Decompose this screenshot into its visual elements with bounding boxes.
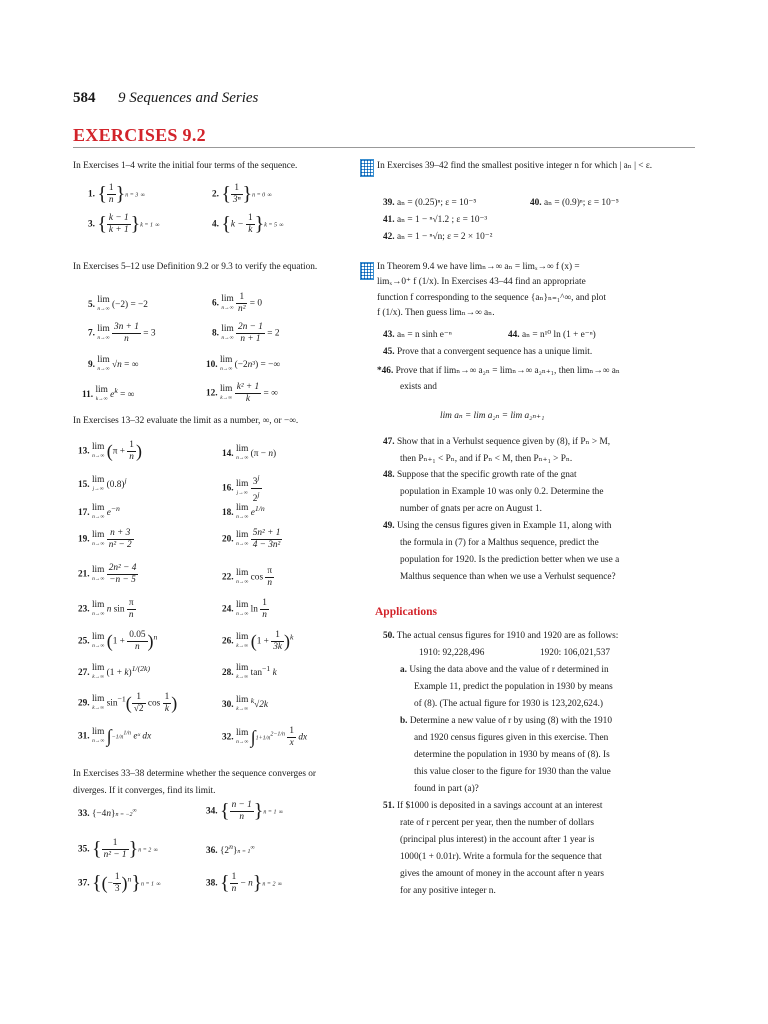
ex-label: 45. [383, 347, 395, 357]
page-number: 584 [73, 90, 96, 106]
exercise-48-line2: population in Example 10 was only 0.2. Determine the [400, 487, 604, 497]
ex-label: 12. [206, 388, 218, 399]
exercise-10: 10. lim n→∞ (−2n³) = −∞ [206, 355, 280, 372]
exercise-22: 22. lim n→∞ cos $\frac{\pi}{n}$ [222, 566, 273, 588]
exercise-15: 15. lim j→∞ $(0.8)^j$ [78, 475, 127, 492]
ex-label: 26. [222, 636, 234, 647]
ex-text: If $1000 is deposited in a savings account at an interest [396, 801, 603, 811]
exercise-41 [383, 214, 487, 225]
exercise-46 [377, 365, 620, 376]
ex-label: 3. [88, 219, 95, 230]
ex-label: 32. [222, 732, 234, 743]
exercise-18: 18. lim n→∞ $e^{1/n}$ [222, 503, 265, 520]
ex-label: 20. [222, 534, 234, 545]
ex-label: 6. [212, 298, 219, 309]
exercise-24: 24. lim n→∞ ln $\frac{1}{n}$ [222, 598, 267, 620]
exercise-7: 7. lim n→∞ $\frac{3n + 1}{n}$ = 3 [88, 322, 156, 344]
ex-label: 19. [78, 534, 90, 545]
ex-text: Using the census figures given in Example 11, along with [396, 521, 612, 531]
exercise-51-line3: (principal plus interest) in the account after 1 year is [400, 835, 595, 845]
exercise-9: 9. lim n→∞ √n = ∞ [88, 355, 139, 372]
ex-label: 42. [383, 232, 395, 242]
intro-33-38: In Exercises 33–38 determine whether the sequence converges or diverges. If it converges, find its limit. [73, 769, 317, 796]
exercise-36: 36. $\{2^n\}n = 1^\infty$ [206, 842, 255, 857]
ex-label: 48. [383, 470, 395, 480]
exercise-26: 26. lim k→∞ (1 + $\frac{1}{3k}$ )$^k$ [222, 630, 294, 652]
ex-label: 25. [78, 636, 90, 647]
exercise-48-line3: number of gnats per acre on August 1. [400, 504, 542, 514]
ex-label: 37. [78, 878, 90, 889]
ex-label: 36. [206, 846, 218, 857]
ex-label: 8. [212, 328, 219, 339]
intro-43-44-line2: limₓ→0⁺ f (1/x). In Exercises 43–44 find an appropriate [377, 277, 586, 287]
ex-label: 40. [530, 198, 542, 208]
exercise-51 [383, 801, 602, 811]
title-rule [73, 147, 695, 148]
ex-label: 4. [212, 219, 219, 230]
exercise-4: 4. {k − $\frac{1}{k}$ }k = 5 ∞ [212, 213, 284, 235]
exercise-50a [400, 665, 609, 675]
exercise-43 [383, 329, 452, 340]
exercise-39 [383, 197, 477, 208]
intro-43-44-line4: f (1/x). Then guess limₙ→∞ aₙ. [377, 308, 495, 318]
ex-text: aₙ = n sinh e⁻ⁿ [396, 330, 452, 340]
ex-text: Prove that a convergent sequence has a unique limit. [396, 347, 593, 357]
exercise-28: 28. lim k→∞ $\tan^{-1} k$ [222, 663, 277, 680]
ex-label: 10. [206, 360, 218, 371]
exercise-44 [508, 329, 596, 340]
ex-text: Using the data above and the value of r determined in [409, 665, 609, 675]
exercise-23: 23. lim n→∞ n sin $\frac{\pi}{n}$ [78, 598, 134, 620]
ex-label: 16. [222, 483, 234, 494]
exercise-50b-line3: determine the population in 1930 by means of (8). Is [414, 750, 610, 760]
ex-label: 14. [222, 449, 234, 460]
exercise-38: 38. { $\frac{1}{n}$ − n}n = 2 ∞ [206, 872, 283, 894]
ex-label: 1. [88, 189, 95, 200]
ex-label: 33. [78, 809, 90, 820]
ex-label: 30. [222, 700, 234, 711]
ex-text: aₙ = 1 − ⁿ√1.2 ; ε = 10⁻³ [396, 215, 488, 225]
intro-43-44-line1: In Theorem 9.4 we have limₙ→∞ aₙ = limₓ→∞ f (x) = [377, 262, 580, 272]
exercise-34: 34. { $\frac{n - 1}{n}$ }n = 1 ∞ [206, 800, 284, 822]
ex-label: 50. [383, 631, 395, 641]
ex-label: 22. [222, 572, 234, 583]
ex-text: aₙ = (0.9)ⁿ; ε = 10⁻⁵ [543, 198, 619, 208]
intro-1-4: In Exercises 1–4 write the initial four terms of the sequence. [73, 161, 298, 171]
ex-label: 38. [206, 878, 218, 889]
exercise-49-line4: Malthus sequence than when we use a Verhulst sequence? [400, 572, 616, 582]
ex-label: 24. [222, 604, 234, 615]
exercise-16: 16. lim j→∞ $\frac{3^j}{2^j}$ [222, 473, 260, 505]
exercise-32: 32. lim n→∞ $\int 1+1/n^{2-1/n}$ $\frac{1}{x}$ dx [222, 726, 308, 748]
exercise-49-line3: population for 1920. Is the prediction better when we use a [400, 555, 620, 565]
ex-text: Show that in a Verhulst sequence given by (8), if Pₙ > M, [396, 437, 611, 447]
exercise-40 [530, 197, 619, 208]
ex-label: 23. [78, 604, 90, 615]
ex-text: The actual census figures for 1910 and 1920 are as follows: [396, 631, 619, 641]
census-1910: 1910: 92,228,496 [419, 648, 485, 658]
ex-label: 21. [78, 569, 90, 580]
exercise-45 [383, 347, 592, 357]
exercise-29: 29. lim k→∞ $\sin^{-1}$( $\frac{1}{√2}$ cos $\frac{1}{k}$ ) [78, 692, 178, 714]
exercise-31: 31. lim n→∞ $\int-1/n^{1/n}$ eˣ dx [78, 726, 152, 746]
exercise-20: 20. lim n→∞ $\frac{\text{5n² + 1}}{\text{4 − 3n²}}$ [222, 528, 281, 550]
applications-heading: Applications [375, 606, 437, 618]
census-1920: 1920: 106,021,537 [540, 648, 610, 658]
exercise-47-line2: then Pₙ₊₁ < Pₙ, and if Pₙ < M, then Pₙ₊₁ > Pₙ. [400, 454, 573, 464]
exercise-51-line5: gives the amount of money in the account after n years [400, 869, 604, 879]
intro-13-32: In Exercises 13–32 evaluate the limit as a number, ∞, or −∞. [73, 416, 299, 426]
ex-text: Prove that if limₙ→∞ a₂ₙ = limₙ→∞ a₂ₙ₊₁, then limₙ→∞ aₙ [395, 366, 620, 376]
ex-label: 39. [383, 198, 395, 208]
intro-5-12: In Exercises 5–12 use Definition 9.2 or 9.3 to verify the equation. [73, 262, 318, 272]
exercise-14: 14. lim n→∞ (π − n) [222, 444, 277, 461]
ex-label: 31. [78, 731, 90, 742]
intro-43-44-line3: function f corresponding to the sequence {aₙ}ₙ₌₁^∞, and plot [377, 293, 606, 303]
exercise-50b-line4: this value closer to the figure for 1930 than the value [414, 767, 611, 777]
ex-text: Determine a new value of r by using (8) with the 1910 [409, 716, 612, 726]
ex-label: 9. [88, 360, 95, 371]
ex-text: aₙ = n¹⁰ ln (1 + e⁻ⁿ) [521, 330, 596, 340]
exercise-17: 17. lim n→∞ $e^{-n}$ [78, 503, 120, 520]
exercise-46-equation: lim aₙ = lim a₂ₙ = lim a₂ₙ₊₁ [440, 411, 545, 421]
exercise-27: 27. lim k→∞ $(1 + k)^{1/(2k)}$ [78, 663, 151, 680]
ex-label: 27. [78, 668, 90, 679]
exercise-51-line4: 1000(1 + 0.01r). Write a formula for the sequence that [400, 852, 602, 862]
ex-label: 17. [78, 508, 90, 519]
ex-label: b. [400, 716, 408, 726]
exercise-50b-line5: found in part (a)? [414, 784, 479, 794]
exercise-25: 25. lim n→∞ (1 + $\frac{0.05}{n}$ )$^n$ [78, 630, 158, 652]
calculator-icon [360, 262, 374, 280]
exercise-5: 5. lim n→∞ (−2) = −2 [88, 295, 148, 312]
ex-label: *46. [377, 366, 394, 376]
ex-label: 2. [212, 189, 219, 200]
exercise-30: 30. lim k→∞ $^k$√2k [222, 695, 269, 712]
section-title: EXERCISES 9.2 [73, 125, 206, 145]
exercise-12: 12. lim k→∞ $\frac{\text{k² + 1}}{k}$ = ∞ [206, 382, 278, 404]
ex-label: 49. [383, 521, 395, 531]
exercise-49-line2: the formula in (7) for a Malthus sequence, predict the [400, 538, 599, 548]
ex-label: 44. [508, 330, 520, 340]
exercise-21: 21. lim n→∞ $\frac{\text{2n² − 4}}{-n - 5}$ [78, 563, 137, 585]
exercise-51-line6: for any positive integer n. [400, 886, 496, 896]
ex-label: 43. [383, 330, 395, 340]
exercise-42 [383, 231, 492, 242]
exercise-51-line2: rate of r percent per year, then the number of dollars [400, 818, 594, 828]
exercise-11: 11. lim k→∞ $e^k$ = ∞ [82, 385, 135, 402]
ex-label: 13. [78, 446, 90, 457]
exercise-6: 6. lim n→∞ $\frac{1}{\text{n²}}$ = 0 [212, 292, 263, 314]
ex-label: 47. [383, 437, 395, 447]
ex-text: Suppose that the specific growth rate of the gnat [396, 470, 577, 480]
exercise-37: 37. {(− $\frac{1}{3}$ )$^n$}n = 1 ∞ [78, 872, 161, 894]
ex-label: 7. [88, 328, 95, 339]
exercise-50a-line2: Example 11, predict the population in 1930 by means [414, 682, 613, 692]
ex-label: 29. [78, 698, 90, 709]
ex-label: 41. [383, 215, 395, 225]
exercise-47 [383, 436, 610, 447]
ex-label: 18. [222, 508, 234, 519]
ex-label: 11. [82, 390, 94, 401]
exercise-19: 19. lim n→∞ $\frac{n + 3}{\text{n² − 2}}$ [78, 528, 132, 550]
ex-label: 51. [383, 801, 395, 811]
chapter-title: 9 Sequences and Series [118, 90, 259, 106]
exercise-50b [400, 716, 612, 726]
ex-label: a. [400, 665, 407, 675]
exercise-13: 13. lim n→∞ (π + $\frac{1}{n}$ ) [78, 440, 142, 462]
exercise-35: 35. { $\frac{1}{\text{n² − 1}}$ }n = 2 ∞ [78, 838, 158, 860]
exercise-1: 1. { $\frac{1}{n}$ }n = 3 ∞ [88, 183, 145, 205]
exercise-2: 2. { $\frac{1}{\text{3ⁿ}}$ }n = 0 ∞ [212, 183, 272, 205]
exercise-33: 33. {−4n}n = −2∞ [78, 808, 137, 820]
exercise-50a-line3: of (8). (The actual figure for 1930 is 123,202,624.) [414, 699, 603, 709]
exercise-48 [383, 470, 577, 480]
ex-text: aₙ = (0.25)ⁿ; ε = 10⁻⁵ [396, 198, 477, 208]
exercise-50 [383, 631, 618, 641]
ex-label: 28. [222, 668, 234, 679]
exercise-49 [383, 521, 611, 531]
calculator-icon [360, 159, 374, 177]
ex-label: 15. [78, 480, 90, 491]
exercise-50b-line2: and 1920 census figures given in this exercise. Then [414, 733, 609, 743]
exercise-46-cont: exists and [400, 382, 437, 392]
ex-label: 5. [88, 300, 95, 311]
ex-label: 35. [78, 844, 90, 855]
intro-39-42: In Exercises 39–42 find the smallest positive integer n for which | aₙ | < ε. [377, 161, 653, 171]
exercise-3: 3. { $\frac{k - 1}{k + 1}$ }k = 1 ∞ [88, 213, 160, 235]
exercise-8: 8. lim n→∞ $\frac{2n - 1}{n + 1}$ = 2 [212, 322, 280, 344]
ex-text: aₙ = 1 − ⁿ√n; ε = 2 × 10⁻² [396, 232, 493, 242]
ex-label: 34. [206, 806, 218, 817]
